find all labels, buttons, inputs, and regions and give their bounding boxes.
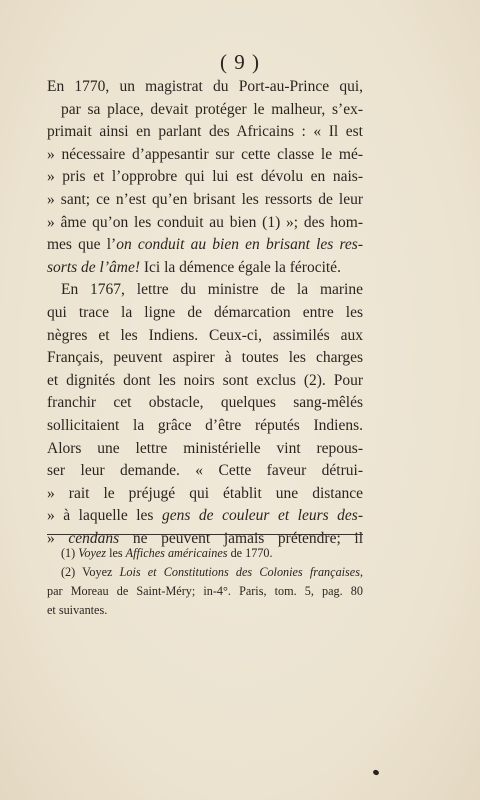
footnotes xyxy=(47,544,363,620)
body-text xyxy=(47,76,363,550)
body-line: et dignités dont les noirs sont exclus (2). Pour xyxy=(47,371,363,389)
body-line: » âme qu’on les conduit au bien (1) »; des hom- xyxy=(47,213,363,231)
body-line: franchir cet obstacle, quelques sang-mêlés xyxy=(47,394,363,412)
footnote-2-continued: par Moreau de Saint-Méry; in-4°. Paris, tom. 5, pag. 80 xyxy=(47,584,363,598)
body-line: Alors une lettre ministérielle vint repous- xyxy=(47,439,363,457)
body-line: » pris et l’opprobre qui lui est dévolu en nais- xyxy=(47,168,363,186)
body-line: nègres et les Indiens. Ceux-ci, assimilés aux xyxy=(47,326,363,344)
footnote-rule xyxy=(47,534,363,535)
body-line: mes que l’on conduit au bien en brisant les res- xyxy=(47,236,363,254)
body-line: » rait le préjugé qui établit une distance xyxy=(47,484,363,502)
body-line: » cendans ne peuvent jamais prétendre; il xyxy=(47,529,364,547)
body-line: » nécessaire d’appesantir sur cette classe le mé- xyxy=(47,145,363,163)
body-line: » à laquelle les gens de couleur et leurs des- xyxy=(47,507,364,525)
body-line: En 1767, lettre du ministre de la marine xyxy=(61,281,363,299)
body-line: Français, peuvent aspirer à toutes les charges xyxy=(47,349,363,367)
body-line: » sant; ce n’est qu’en brisant les ressorts de leur xyxy=(47,190,363,208)
italic-phrase: on conduit au bien en brisant les res- xyxy=(116,236,363,254)
body-line: sollicitaient la grâce d’être réputés Indiens. xyxy=(47,416,363,434)
body-line: En 1770, un magistrat du Port-au-Prince qui, xyxy=(47,78,363,95)
footnote-2-end: et suivantes. xyxy=(47,603,108,617)
italic-phrase: cendans xyxy=(68,529,120,547)
body-line: par sa place, devait protéger le malheur, s’ex- xyxy=(61,100,363,118)
body-line: ser leur demande. « Cette faveur détrui- xyxy=(47,462,363,480)
body-line: qui trace la ligne de démarcation entre les xyxy=(47,303,363,321)
italic-phrase: sorts de l’âme! xyxy=(47,258,140,276)
italic-phrase: gens de couleur et leurs des- xyxy=(162,507,364,525)
body-line: sorts de l’âme! Ici la démence égale la férocité. xyxy=(47,258,341,276)
ink-speck xyxy=(372,769,380,776)
page-number: ( 9 ) xyxy=(220,50,260,74)
footnote-1: (1) Voyez les Affiches américaines de 1770. xyxy=(61,546,273,560)
body-line: primait ainsi en parlant des Africains : « Il est xyxy=(47,123,363,141)
footnote-2: (2) Voyez Lois et Constitutions des Colonies françaises, xyxy=(61,565,363,579)
